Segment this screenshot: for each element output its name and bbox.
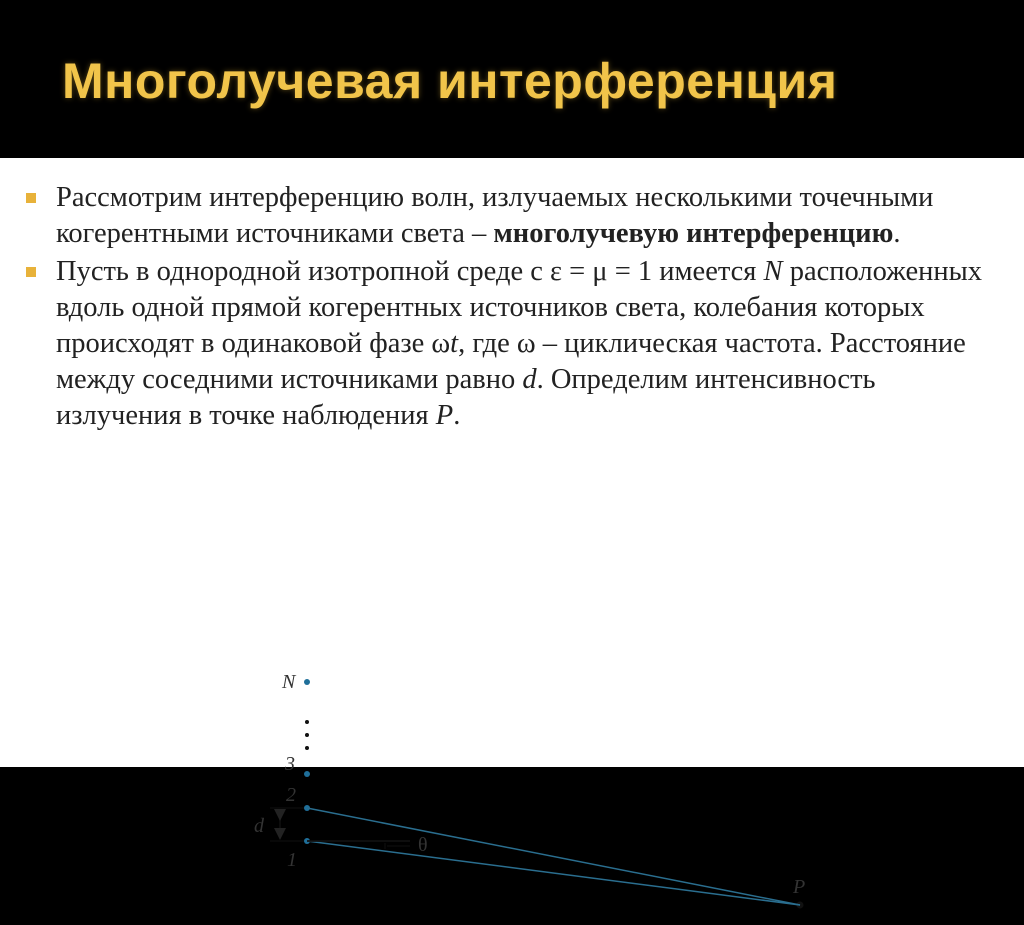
bullet-1-end: . [893,218,901,249]
bullet-list [22,180,982,436]
bullet-2-part5: . [453,400,461,431]
sources-diagram [240,663,820,925]
ray-from-2 [307,808,800,905]
diagram-svg [240,663,820,925]
source-point-N [304,679,310,685]
bullet-2-d: d [522,364,537,395]
bullet-square-icon [26,267,36,277]
dot-3 [305,746,309,750]
slide-title: Многолучевая интерференция [62,53,838,109]
bullet-2-N: N [763,256,783,287]
bullet-item-2 [22,254,982,434]
label-2: 2 [286,784,296,806]
label-N: N [282,671,296,693]
bullet-2-t: t [450,328,459,359]
label-1: 1 [287,849,297,871]
dot-1 [305,720,309,724]
bullet-item-1 [22,180,982,252]
ray-from-1 [307,841,800,905]
dot-2 [305,733,309,737]
label-d: d [254,815,264,837]
content-area [0,158,1024,898]
source-point-3 [304,771,310,777]
title-bar [0,0,1024,158]
label-3: 3 [285,753,295,775]
bullet-2-P: P [435,400,454,431]
bullet-1-bold: многолучевую интерференцию [493,218,894,249]
bullet-2-part3: , где ω – циклическая частота. Расстояние между соседними источниками равно [56,328,966,395]
label-P: P [793,876,806,898]
bullet-1-text: Рассмотрим интерференцию волн, излучаемых несколькими точечными когерентными источниками света – [56,182,934,249]
bullet-2-part4: . Определим интенсивность излучения в точке наблюдения [56,364,876,431]
bullet-square-icon [26,193,36,203]
bullet-2-part2: расположенных вдоль одной прямой когерентных источников света, колебания которых происходят в одинаковой фазе ω [56,256,982,359]
bullet-2-part1: Пусть в однородной изотропной среде с ε = μ = 1 имеется [56,256,764,287]
label-theta: θ [418,834,428,856]
